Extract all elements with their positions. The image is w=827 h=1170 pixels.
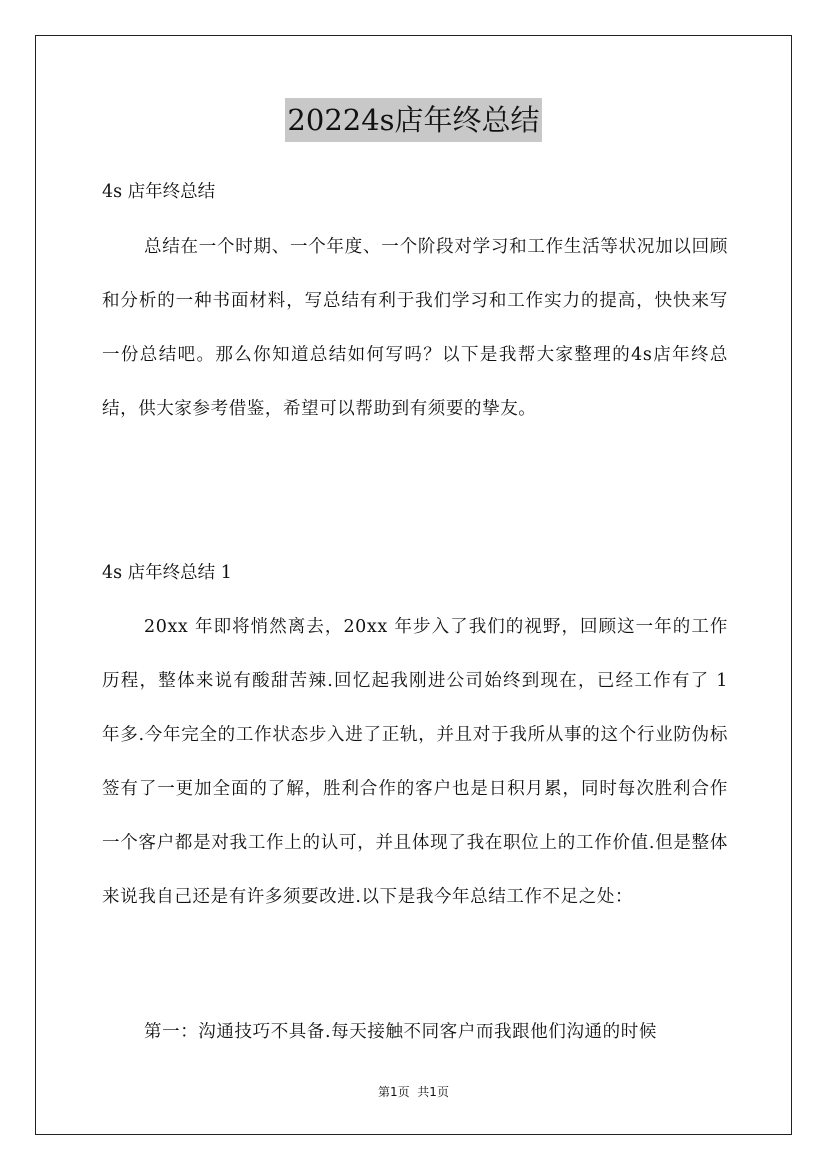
- intro-heading: 4s 店年终总结: [102, 182, 216, 202]
- title-container: [0, 98, 827, 142]
- section-1-heading: 4s 店年终总结 1: [102, 563, 232, 583]
- section-1-paragraph: 20xx 年即将悄然离去，20xx 年步入了我们的视野，回顾这一年的工作历程，整体来说有酸甜苦辣.回忆起我刚进公司始终到现在，已经工作有了 1 年多.今年完全的工作状态步入进了正轨，并且对于我所从事的这个行业防伪标签有了一更加全面的了解，胜利合作的客户也是日积月累，同时每次胜利合作一个客户都是对我工作上的认可，并且体现了我在职位上的工作价值.但是整体来说我自己还是有许多须要改进.以下是我今年总结工作不足之处：: [102, 617, 728, 907]
- section-1-point-1: 第一：沟通技巧不具备.每天接触不同客户而我跟他们沟通的时候: [144, 1022, 657, 1042]
- page-number-footer: 第1页 共1页: [378, 1085, 449, 1099]
- document-title: 20224s店年终总结: [285, 98, 541, 142]
- intro-paragraph: 总结在一个时期、一个年度、一个阶段对学习和工作生活等状况加以回顾和分析的一种书面材料，写总结有利于我们学习和工作实力的提高，快快来写一份总结吧。那么你知道总结如何写吗？以下是我帮大家整理的4s店年终总结，供大家参考借鉴，希望可以帮助到有须要的挚友。: [102, 237, 728, 419]
